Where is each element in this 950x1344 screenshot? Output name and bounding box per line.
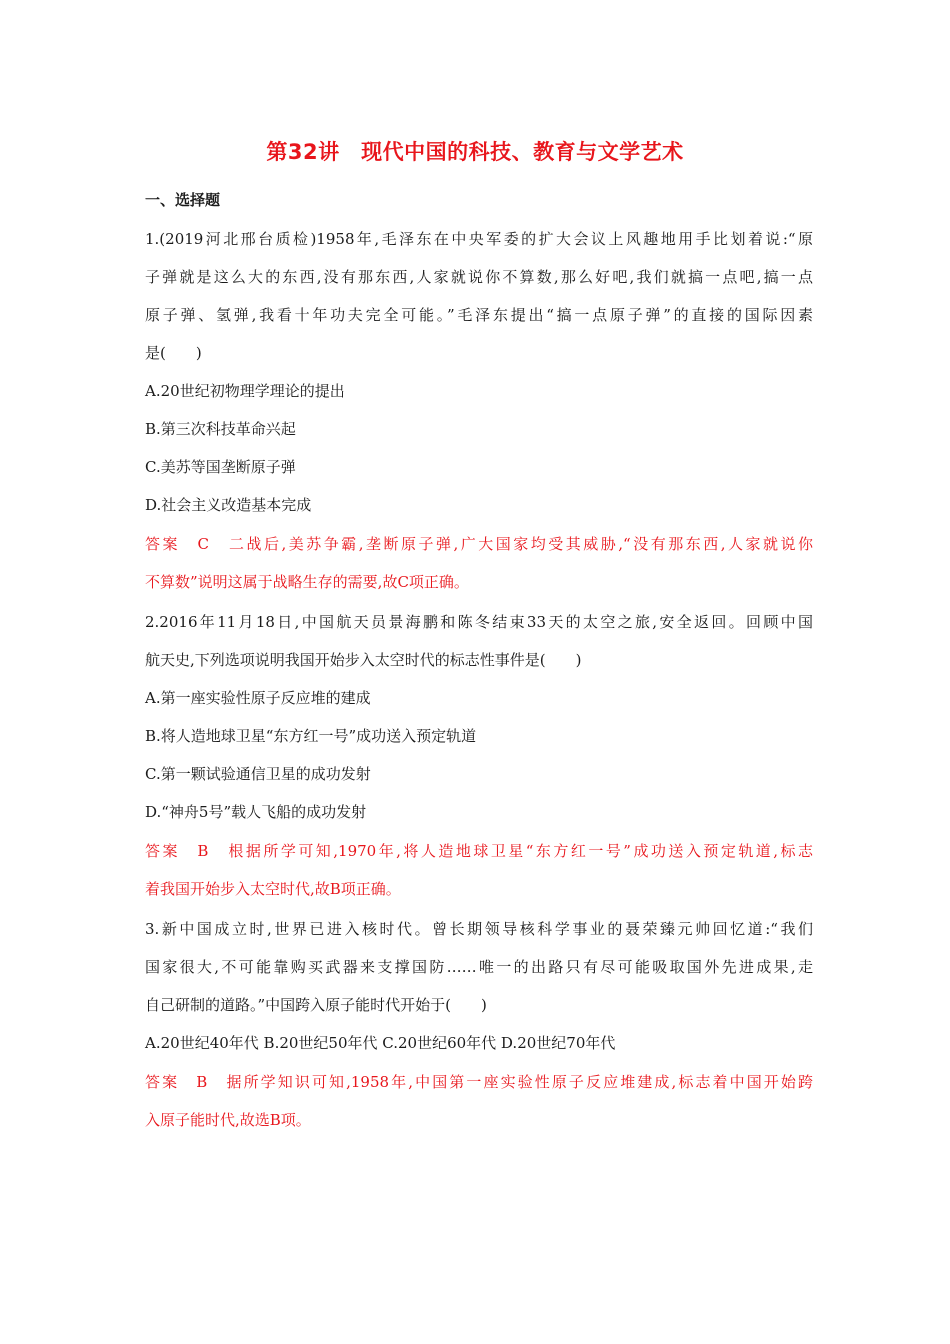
question-2-line-1: 2.2016年11月18日,中国航天员景海鹏和陈冬结束33天的太空之旅,安全返回。回顾中国 xyxy=(145,613,813,631)
question-1-line-1: 1.(2019河北邢台质检)1958年,毛泽东在中央军委的扩大会议上风趣地用手比划着说:“原 xyxy=(145,230,813,248)
question-1-line-4: 是( ) xyxy=(145,344,202,362)
page-title: 第32讲 现代中国的科技、教育与文学艺术 xyxy=(266,140,684,164)
question-1-line-2: 子弹就是这么大的东西,没有那东西,人家就说你不算数,那么好吧,我们就搞一点吧,搞一点 xyxy=(145,268,813,286)
question-3-line-3: 自己研制的道路。”中国跨入原子能时代开始于( ) xyxy=(145,996,487,1014)
question-1-option-a: A.20世纪初物理学理论的提出 xyxy=(145,382,345,400)
question-2-option-a: A.第一座实验性原子反应堆的建成 xyxy=(145,689,371,707)
question-2-option-c: C.第一颗试验通信卫星的成功发射 xyxy=(145,765,371,783)
question-2-answer-line-1: 答案 B 根据所学可知,1970年,将人造地球卫星“东方红一号”成功送入预定轨道,标志 xyxy=(145,842,813,860)
question-3-line-1: 3.新中国成立时,世界已进入核时代。曾长期领导核科学事业的聂荣臻元帅回忆道:“我们 xyxy=(145,920,813,938)
question-2-option-d: D.“神舟5号”载人飞船的成功发射 xyxy=(145,803,367,821)
question-3-options: A.20世纪40年代 B.20世纪50年代 C.20世纪60年代 D.20世纪70年代 xyxy=(145,1034,616,1052)
question-3-answer-line-2: 入原子能时代,故选B项。 xyxy=(145,1111,311,1129)
section-heading: 一、选择题 xyxy=(145,191,221,209)
question-1-option-c: C.美苏等国垄断原子弹 xyxy=(145,458,296,476)
question-3-line-2: 国家很大,不可能靠购买武器来支撑国防……唯一的出路只有尽可能吸取国外先进成果,走 xyxy=(145,958,813,976)
question-1-line-3: 原子弹、氢弹,我看十年功夫完全可能。”毛泽东提出“搞一点原子弹”的直接的国际因素 xyxy=(145,306,813,324)
question-3-answer-line-1: 答案 B 据所学知识可知,1958年,中国第一座实验性原子反应堆建成,标志着中国开始跨 xyxy=(145,1073,813,1091)
question-1-answer-line-1: 答案 C 二战后,美苏争霸,垄断原子弹,广大国家均受其威胁,“没有那东西,人家就说你 xyxy=(145,535,813,553)
question-1-option-d: D.社会主义改造基本完成 xyxy=(145,496,312,514)
question-1-option-b: B.第三次科技革命兴起 xyxy=(145,420,296,438)
question-1-answer-line-2: 不算数”说明这属于战略生存的需要,故C项正确。 xyxy=(145,573,469,591)
question-2-option-b: B.将人造地球卫星“东方红一号”成功送入预定轨道 xyxy=(145,727,477,745)
question-2-answer-line-2: 着我国开始步入太空时代,故B项正确。 xyxy=(145,880,401,898)
question-2-line-2: 航天史,下列选项说明我国开始步入太空时代的标志性事件是( ) xyxy=(145,651,582,669)
